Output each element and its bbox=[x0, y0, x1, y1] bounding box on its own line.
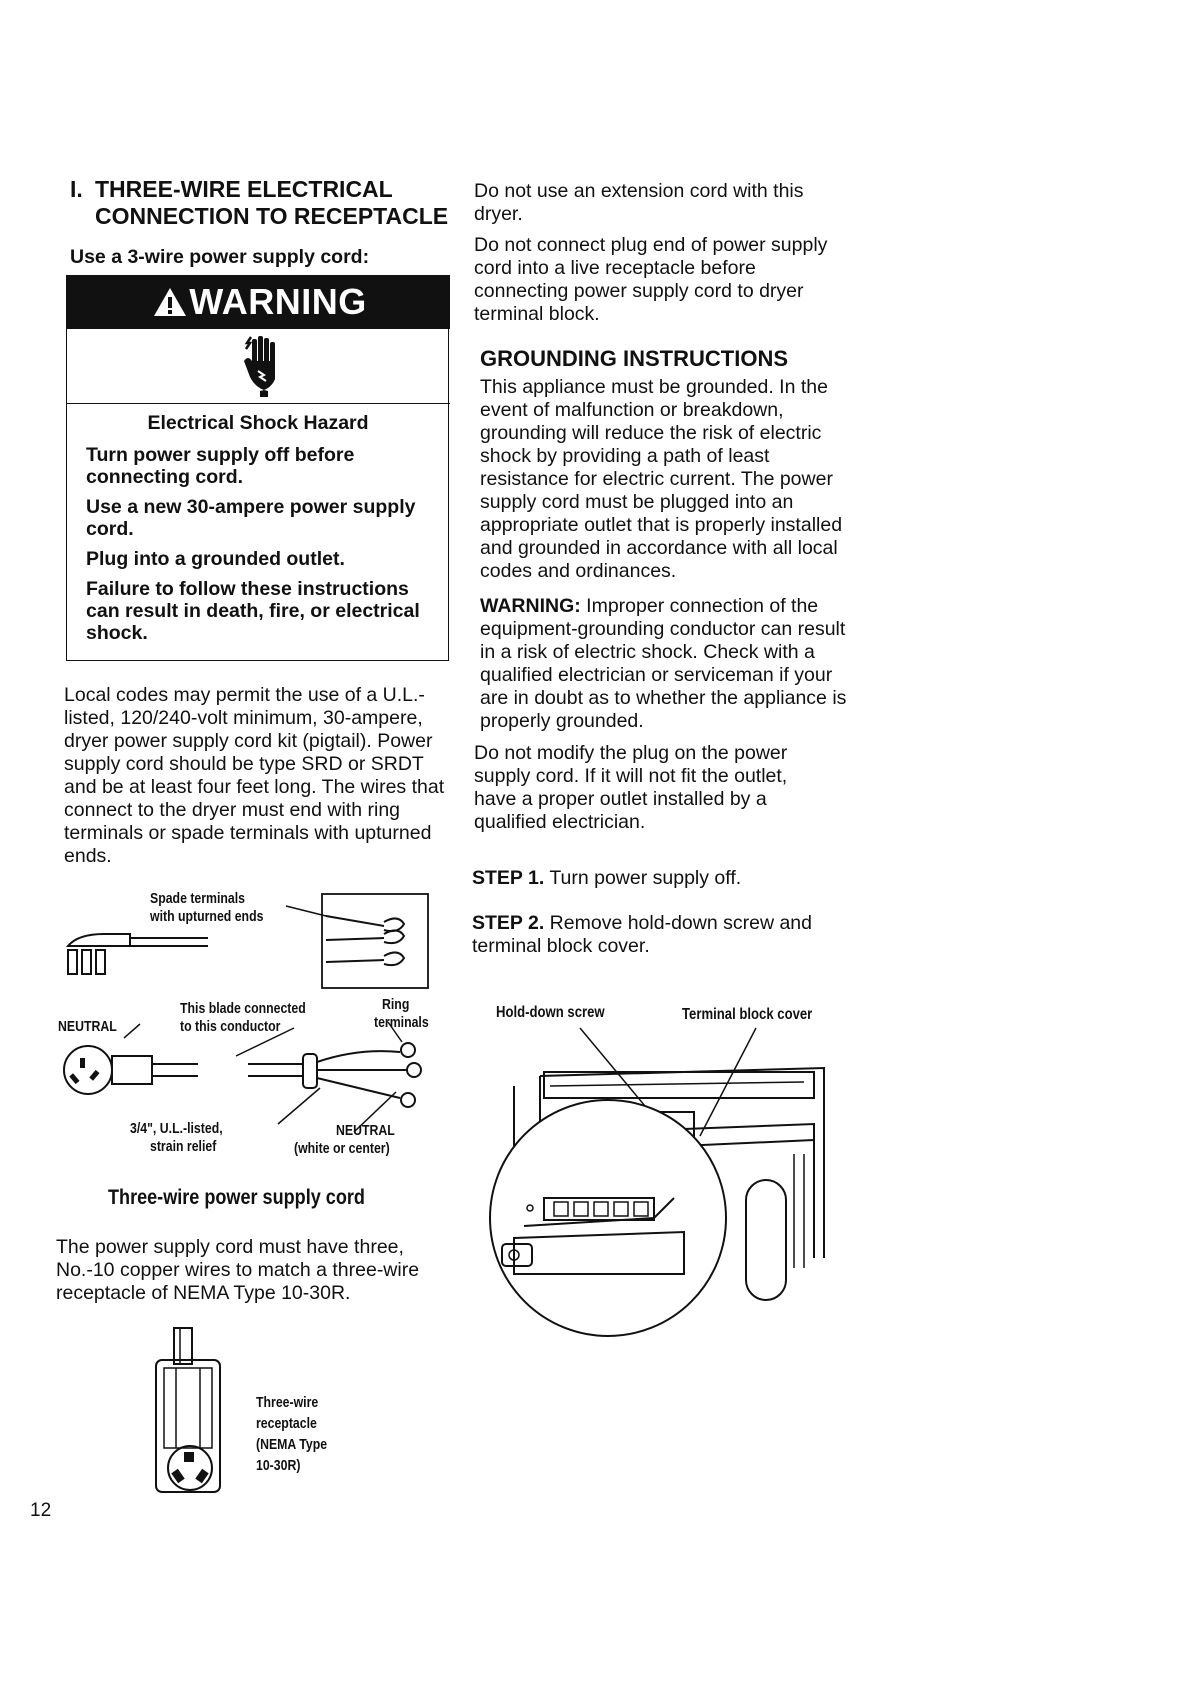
receptacle-label-1: Three-wire bbox=[256, 1394, 319, 1411]
section-title-line2: CONNECTION TO RECEPTACLE bbox=[95, 203, 449, 229]
warning-line-2: Use a new 30-ampere power supply cord. bbox=[86, 496, 416, 540]
local-codes-paragraph: Local codes may permit the use of a U.L.-listed, 120/240-volt minimum, 30-ampere, dryer power supply cord kit (pigtail). Power supply cord should be type SRD or SRDT and be at least four feet long. The wires that connect to the dryer must end with ring terminals or spade terminals with upturned ends. bbox=[64, 684, 445, 867]
power-cord-figure bbox=[58, 888, 458, 1178]
neutral-right-label-2: (white or center) bbox=[294, 1140, 390, 1157]
warning-line-1: Turn power supply off before connecting cord. bbox=[86, 444, 355, 488]
hold-down-screw-label: Hold-down screw bbox=[496, 1004, 605, 1021]
section-title-line1: THREE-WIRE ELECTRICAL bbox=[95, 176, 393, 202]
strain-label-1: 3/4", U.L.-listed, bbox=[130, 1120, 223, 1137]
warning-banner: WARNING bbox=[66, 275, 450, 329]
terminal-block-cover-label: Terminal block cover bbox=[682, 1006, 813, 1023]
live-receptacle-note: Do not connect plug end of power supply cord into a live receptacle before connecting power supply cord to dryer terminal block. bbox=[474, 234, 828, 325]
grounding-warning-paragraph bbox=[480, 595, 860, 733]
warning-box bbox=[66, 275, 450, 663]
step-2: STEP 2. Remove hold-down screw and terminal block cover. bbox=[472, 912, 812, 957]
cord-caption: Three-wire power supply cord bbox=[108, 1186, 365, 1209]
warning-line-4: Failure to follow these instructions can result in death, fire, or electrical shock. bbox=[86, 578, 420, 644]
grounding-paragraph: This appliance must be grounded. In the event of malfunction or breakdown, grounding will reduce the risk of electric shock by providing a path of least resistance for electric current. The power supply cord must be plugged into an appropriate outlet that is properly installed and grounded in accordance with all local codes and ordinances. bbox=[480, 376, 843, 582]
hazard-title: Electrical Shock Hazard bbox=[147, 412, 369, 434]
section-intro: Use a 3-wire power supply cord: bbox=[70, 246, 370, 268]
receptacle-drawing bbox=[150, 1328, 250, 1508]
warning-triangle-icon bbox=[153, 287, 187, 317]
spade-label-2: with upturned ends bbox=[150, 908, 264, 925]
spade-label-1: Spade terminals bbox=[150, 890, 246, 907]
grounding-heading: GROUNDING INSTRUCTIONS bbox=[480, 346, 788, 371]
electric-shock-hand-icon bbox=[238, 335, 284, 399]
terminal-block-drawing bbox=[484, 1028, 844, 1328]
warning-line-3: Plug into a grounded outlet. bbox=[86, 548, 345, 570]
receptacle-label-3: (NEMA Type bbox=[256, 1436, 328, 1453]
grounding-warning-text: Improper connection of the equipment-grounding conductor can result in a risk of electric shock. Check with a qualified electrician or serviceman if your are in doubt as to whether the appliance is properly grounded. bbox=[480, 595, 847, 732]
receptacle-label-2: receptacle bbox=[256, 1415, 317, 1432]
section-number: I. bbox=[70, 176, 83, 202]
cord-requirement-paragraph: The power supply cord must have three, No.-10 copper wires to match a three-wire receptacle of NEMA Type 10-30R. bbox=[56, 1236, 420, 1304]
strain-label-2: strain relief bbox=[150, 1138, 217, 1155]
blade-label-2: to this conductor bbox=[180, 1018, 281, 1035]
extension-cord-note: Do not use an extension cord with this dryer. bbox=[474, 180, 804, 225]
blade-label-1: This blade connected bbox=[180, 1000, 306, 1017]
grounding-warning-label: WARNING: bbox=[480, 595, 581, 617]
ring-label-1: Ring bbox=[382, 996, 410, 1013]
receptacle-label-4: 10-30R) bbox=[256, 1457, 301, 1474]
modify-plug-paragraph: Do not modify the plug on the power supply cord. If it will not fit the outlet, have a proper outlet installed by a qualified electrician. bbox=[474, 742, 788, 833]
right-column-top bbox=[474, 180, 844, 334]
ring-label-2: terminals bbox=[374, 1014, 429, 1031]
neutral-left-label: NEUTRAL bbox=[58, 1018, 117, 1035]
step-1: STEP 1. Turn power supply off. bbox=[472, 867, 742, 889]
neutral-right-label-1: NEUTRAL bbox=[336, 1122, 395, 1139]
page-number: 12 bbox=[30, 1500, 52, 1521]
